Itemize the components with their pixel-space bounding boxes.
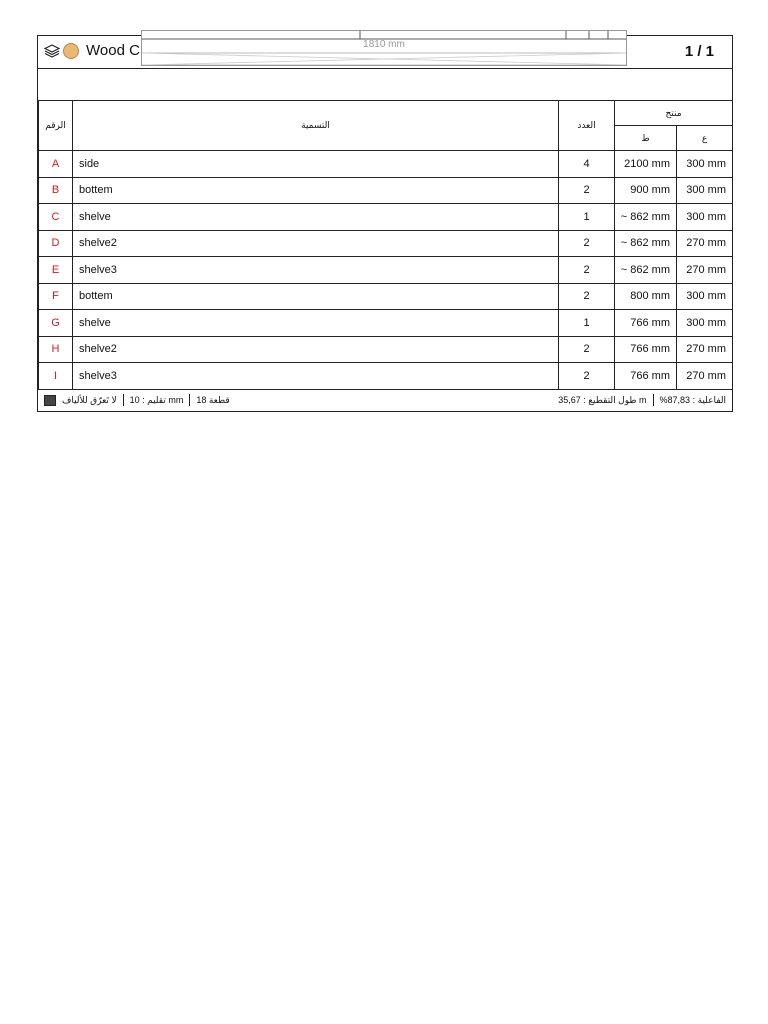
part-width: 300 mm [677,151,733,178]
grain-direction-icon [44,395,56,406]
sheet-footer [38,388,732,411]
part-length: 766 mm [615,336,677,363]
efficiency: %الفاعلية : 87,83 [659,394,726,405]
part-length: 2100 mm [615,151,677,178]
part-length: 800 mm [615,283,677,310]
part-length: ~ 862 mm [615,230,677,257]
footer-left [44,394,230,406]
pieces-count: قطعة 18 [196,394,230,405]
material-title: Wood C [86,42,140,59]
part-width: 300 mm [677,283,733,310]
part-width: 300 mm [677,310,733,337]
col-header-product: منتج [615,101,733,126]
part-width: 270 mm [677,336,733,363]
part-name: shelve3 [73,363,559,390]
table-row [39,204,733,231]
table-row [39,230,733,257]
part-qty: 2 [559,336,615,363]
part-letter: F [39,283,73,310]
fiber-info: لا تَعرّق للألياف [62,394,117,405]
page-number: 1 / 1 [684,43,714,60]
part-length: 766 mm [615,310,677,337]
part-qty: 2 [559,283,615,310]
part-name: shelve [73,310,559,337]
col-header-number: الرقم [39,101,73,151]
part-width: 300 mm [677,204,733,231]
col-header-name: التسمية [73,101,559,151]
part-qty: 2 [559,363,615,390]
part-name: shelve2 [73,336,559,363]
col-header-length: ط [615,126,677,151]
part-name: bottem [73,177,559,204]
part-qty: 1 [559,310,615,337]
part-width: 270 mm [677,363,733,390]
edging-info: تقليم : 10 mm [129,394,184,405]
table-row [39,283,733,310]
cutting-sheet [37,35,733,412]
cut-length: 35,67 : طول التقطيع m [558,394,647,405]
table-row [39,363,733,390]
part-letter: B [39,177,73,204]
parts-table [38,100,733,390]
layers-icon [44,44,60,58]
part-length: 766 mm [615,363,677,390]
part-qty: 2 [559,257,615,284]
blank-row [38,69,732,101]
part-length: ~ 862 mm [615,204,677,231]
part-name: shelve [73,204,559,231]
part-qty: 1 [559,204,615,231]
part-name: shelve3 [73,257,559,284]
table-row [39,257,733,284]
part-letter: C [39,204,73,231]
part-name: bottem [73,283,559,310]
header-icons [44,43,79,59]
divider [653,394,654,406]
table-row [39,336,733,363]
table-row [39,310,733,337]
part-letter: E [39,257,73,284]
part-name: side [73,151,559,178]
layout-preview [141,30,627,66]
part-letter: D [39,230,73,257]
part-qty: 2 [559,230,615,257]
preview-dimension: 1810 mm [363,39,405,50]
part-length: 900 mm [615,177,677,204]
footer-right [558,394,726,406]
wood-material-icon [63,43,79,59]
sheet-header [38,36,732,69]
part-width: 270 mm [677,230,733,257]
part-name: shelve2 [73,230,559,257]
part-width: 270 mm [677,257,733,284]
part-width: 300 mm [677,177,733,204]
table-row [39,177,733,204]
part-letter: I [39,363,73,390]
part-length: ~ 862 mm [615,257,677,284]
part-qty: 4 [559,151,615,178]
divider [123,394,124,406]
col-header-width: ع [677,126,733,151]
table-row [39,151,733,178]
part-letter: H [39,336,73,363]
divider [189,394,190,406]
col-header-qty: العدد [559,101,615,151]
part-letter: G [39,310,73,337]
part-qty: 2 [559,177,615,204]
part-letter: A [39,151,73,178]
